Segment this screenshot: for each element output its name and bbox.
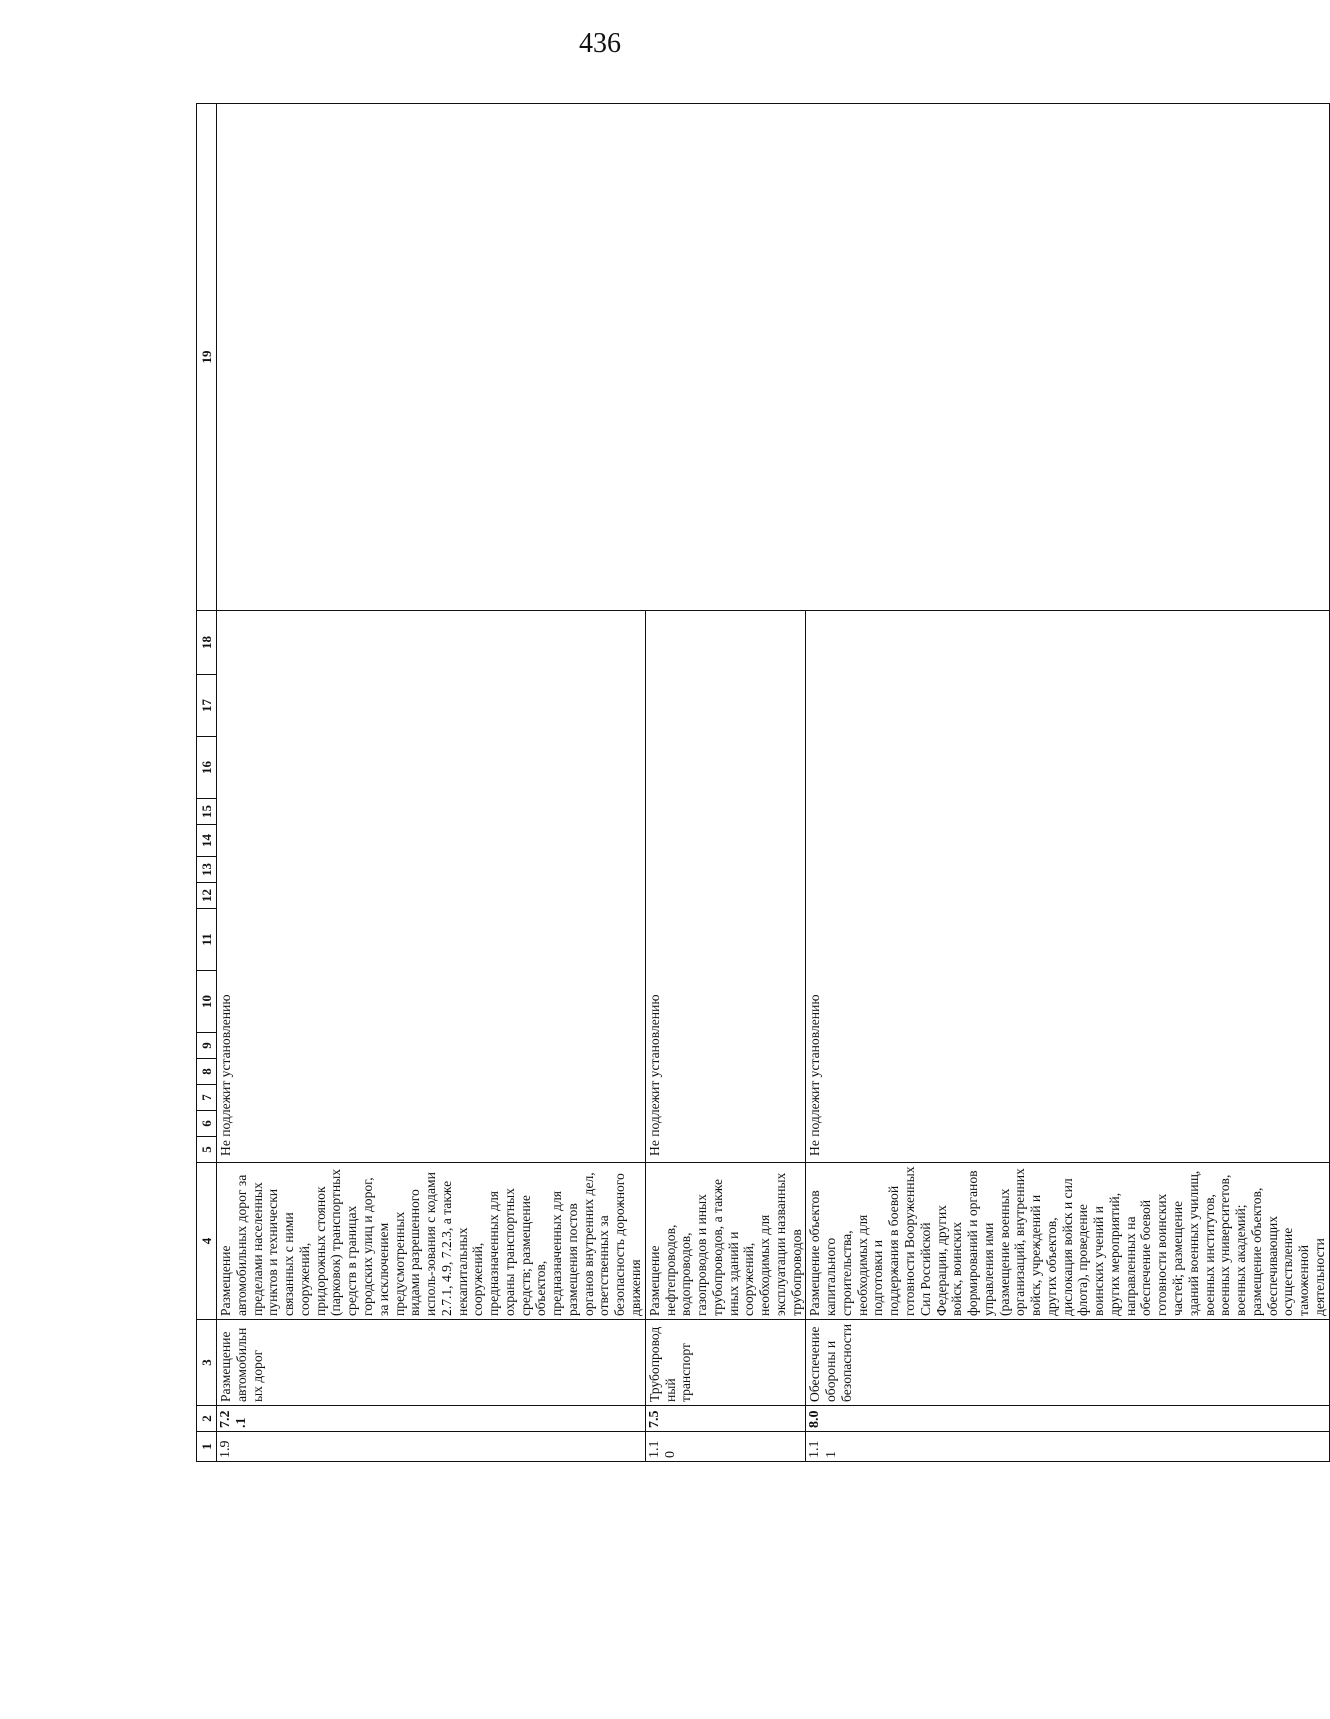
use-name: Размещение автомобильных дорог bbox=[217, 1320, 646, 1406]
column-header: 15 bbox=[197, 799, 217, 825]
use-name: Обеспечение обороны и безопасности bbox=[806, 1320, 1329, 1406]
column-header: 8 bbox=[197, 1059, 217, 1085]
not-established-cell: Не подлежит установлению bbox=[645, 611, 806, 1163]
column-header: 1 bbox=[197, 1432, 217, 1462]
column-header: 3 bbox=[197, 1320, 217, 1406]
table-row bbox=[217, 104, 646, 1462]
page-number: 436 bbox=[579, 28, 621, 59]
land-use-table bbox=[196, 103, 1330, 1462]
column-header: 5 bbox=[197, 1137, 217, 1163]
column-header: 13 bbox=[197, 857, 217, 883]
not-established-cell: Не подлежит установлению bbox=[806, 611, 1329, 1163]
column-header: 14 bbox=[197, 825, 217, 857]
column-19-cell bbox=[217, 104, 1330, 611]
column-header: 2 bbox=[197, 1406, 217, 1432]
row-number: 1.11 bbox=[806, 1432, 1329, 1462]
use-description: Размещение автомобильных дорог за пределами населенных пунктов и технически связанных с ними сооружений, придорожных стоянок (парковок) транспортных средств в границах городских улиц и дорог, за исключением предусмотренных видами разрешенного исполь-зования с кодами 2.7.1, 4.9, 7.2.3, а также некапитальных сооружений, предназначенных для охраны транспортных средств; размещение объектов, предназначенных для размещения постов органов внутренних дел, ответственных за безопасность дорожного движения bbox=[217, 1163, 646, 1320]
column-header: 11 bbox=[197, 909, 217, 971]
column-header: 12 bbox=[197, 883, 217, 909]
use-name: Трубопроводный транспорт bbox=[645, 1320, 806, 1406]
use-code: 7.2.1 bbox=[217, 1406, 646, 1432]
use-code: 8.0 bbox=[806, 1406, 1329, 1432]
use-code: 7.5 bbox=[645, 1406, 806, 1432]
use-description: Размещение объектов капитального строительства, необходимых для подготовки и поддержания в боевой готовности Вооруженных Сил Российской Федерации, других войск, воинских формирований и органов управления ими (размещение военных организаций, внутренних войск, учреждений и других объектов, дислокация войск и сил флота), проведение воинских учений и других мероприятий, направленных на обеспечение боевой готовности воинских частей; размещение зданий военных училищ, военных институтов, военных университетов, военных академий; размещение объектов, обеспечивающих осуществление таможенной деятельности bbox=[806, 1163, 1329, 1320]
use-description: Размещение нефтепроводов, водопроводов, газопроводов и иных трубопроводов, а также иных зданий и сооружений, необходимых для эксплуатации названных трубопроводов bbox=[645, 1163, 806, 1320]
column-header: 18 bbox=[197, 611, 217, 675]
rotated-table-sheet bbox=[196, 104, 1327, 1462]
column-number-row bbox=[197, 104, 217, 1462]
column-header: 16 bbox=[197, 737, 217, 799]
column-header: 10 bbox=[197, 971, 217, 1033]
column-header: 19 bbox=[197, 104, 217, 611]
row-number: 1.10 bbox=[645, 1432, 806, 1462]
not-established-cell: Не подлежит установлению bbox=[217, 611, 646, 1163]
column-header: 17 bbox=[197, 675, 217, 737]
column-header: 9 bbox=[197, 1033, 217, 1059]
row-number: 1.9 bbox=[217, 1432, 646, 1462]
column-header: 6 bbox=[197, 1111, 217, 1137]
column-header: 4 bbox=[197, 1163, 217, 1320]
column-header: 7 bbox=[197, 1085, 217, 1111]
